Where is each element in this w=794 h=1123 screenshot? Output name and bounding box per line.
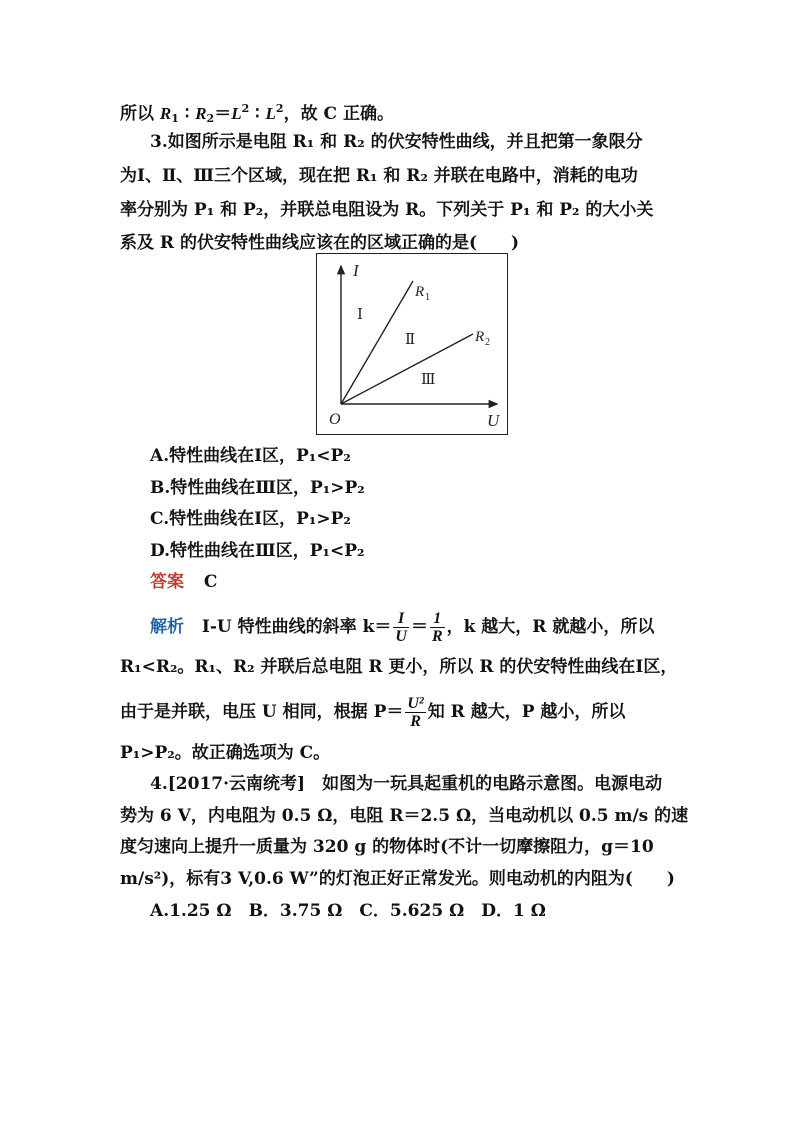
fraction-u2-over-r xyxy=(405,695,425,730)
intro-colon2: ∶ xyxy=(255,104,260,124)
frac1-den: U xyxy=(395,628,407,645)
intro-l1: L xyxy=(231,104,242,123)
origin-label: O xyxy=(329,411,341,428)
answer-label: 答案 xyxy=(150,572,184,592)
intro-prefix: 所以 xyxy=(120,104,154,124)
intro-l2-sup: 2 xyxy=(275,102,284,115)
q4-line-1: 4.[2017·云南统考] 如图为一玩具起重机的电路示意图。电源电动 xyxy=(150,774,663,794)
analysis-c-pre: 由于是并联，电压 U 相同，根据 P＝ xyxy=(120,702,404,722)
analysis-a-post: ，k 越大，R 就越小，所以 xyxy=(446,617,655,637)
frac3-num: U² xyxy=(407,695,424,712)
x-axis-label: U xyxy=(487,411,500,430)
r1-label: R xyxy=(415,284,425,300)
intro-r1-sub: 1 xyxy=(171,112,179,125)
q4-line-3: 度匀速向上提升一质量为 320 g 的物体时(不计一切摩擦阻力，g＝10 xyxy=(120,837,654,857)
r2-label: R xyxy=(475,329,485,345)
analysis-a-eq: ＝ xyxy=(410,617,428,637)
analysis-c-post: 知 R 越大，P 越小，所以 xyxy=(427,702,626,722)
frac2-den: R xyxy=(431,628,443,645)
iu-characteristic-figure xyxy=(316,253,508,435)
q3-line-1: 3.如图所示是电阻 R₁ 和 R₂ 的伏安特性曲线，并且把第一象限分 xyxy=(150,132,643,152)
frac2-num: 1 xyxy=(430,610,445,628)
q3-analysis-line-2: R₁<R₂。R₁、R₂ 并联后总电阻 R 更小，所以 R 的伏安特性曲线在Ⅰ区， xyxy=(120,657,678,677)
iu-graph xyxy=(317,254,507,434)
intro-tail: ，故 C 正确。 xyxy=(283,104,394,124)
q3-option-b: B.特性曲线在Ⅲ区，P₁>P₂ xyxy=(150,478,365,498)
y-axis-label: I xyxy=(353,261,359,280)
intro-colon1: ∶ xyxy=(184,104,190,124)
q3-line-2: 为Ⅰ、Ⅱ、Ⅲ三个区域，现在把 R₁ 和 R₂ 并联在电路中，消耗的电功 xyxy=(120,166,638,186)
intro-l1-sup: 2 xyxy=(241,102,250,115)
q4-options: A.1.25 Ω B．3.75 Ω C．5.625 Ω D．1 Ω xyxy=(150,901,546,921)
analysis-label: 解析 xyxy=(150,617,184,637)
region-1-label: Ⅰ xyxy=(357,305,363,323)
q3-line-4: 系及 R 的伏安特性曲线应该在的区域正确的是( ) xyxy=(120,233,520,253)
answer-value: C xyxy=(203,572,218,592)
q3-answer xyxy=(150,571,217,593)
analysis-a-pre: I-U 特性曲线的斜率 k＝ xyxy=(201,617,392,637)
intro-l2: L xyxy=(265,104,276,123)
q3-option-d: D.特性曲线在Ⅲ区，P₁<P₂ xyxy=(150,541,365,561)
intro-r2-sub: 2 xyxy=(206,112,215,125)
frac3-den: R xyxy=(410,713,421,730)
intro-line xyxy=(120,98,394,130)
q4-line-2: 势为 6 V，内电阻为 0.5 Ω，电阻 R＝2.5 Ω，当电动机以 0.5 m/s 的速 xyxy=(120,806,689,826)
intro-eq: ＝ xyxy=(214,104,232,124)
fraction-1-over-r xyxy=(430,610,445,645)
frac1-num: I xyxy=(393,610,409,628)
intro-r1: R xyxy=(159,104,172,123)
q3-analysis-line-1 xyxy=(150,610,654,645)
intro-r2: R xyxy=(195,104,207,123)
q3-line-3: 率分别为 P₁ 和 P₂，并联总电阻设为 R。下列关于 P₁ 和 P₂ 的大小关 xyxy=(120,200,654,220)
fraction-i-over-u xyxy=(393,610,409,645)
region-3-label: Ⅲ xyxy=(421,370,436,388)
r2-label-sub: 2 xyxy=(485,337,490,348)
q3-option-c: C.特性曲线在Ⅰ区，P₁>P₂ xyxy=(150,509,351,529)
region-2-label: Ⅱ xyxy=(405,330,416,348)
q3-option-a: A.特性曲线在Ⅰ区，P₁<P₂ xyxy=(150,446,351,466)
q4-line-4: m/s²)，标有3 V,0.6 W”的灯泡正好正常发光。则电动机的内阻为( ) xyxy=(120,869,675,889)
q3-analysis-line-4: P₁>P₂。故正确选项为 C。 xyxy=(120,743,331,763)
q3-analysis-line-3 xyxy=(120,695,625,730)
r1-label-sub: 1 xyxy=(425,292,430,303)
